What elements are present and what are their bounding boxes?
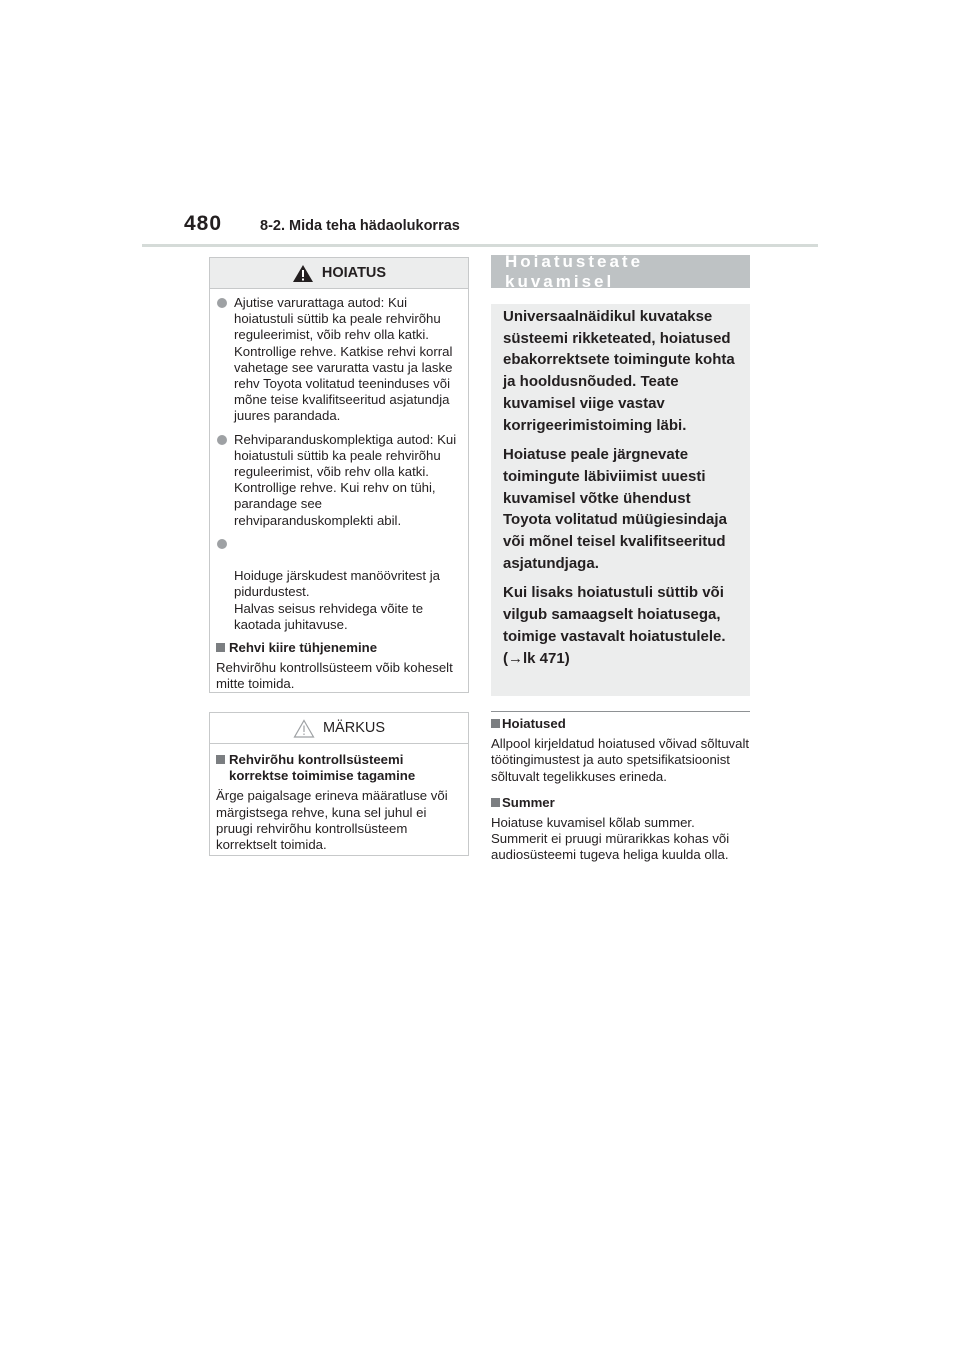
warning-triangle-icon — [292, 264, 314, 283]
caution-triangle-outline-icon — [293, 719, 315, 738]
warning-item — [216, 295, 462, 425]
notice-title: MÄRKUS — [322, 720, 386, 736]
warning-item-text: Ajutise varurattaga autod: Kui hoiatustuli süttib ka peale rehvirõhu reguleerimist, võib rehv olla katki. Kontrollige rehve. Katkise rehvi korral vahetage see varuratta vastu ja laske rehv Toyota volitatud teeninduses või mõne teise kvalifitseeritud asjatundja juures parandada. — [234, 295, 453, 424]
notes — [491, 716, 750, 874]
summary-box — [491, 304, 750, 696]
note-heading — [491, 716, 750, 732]
bullet-dot-icon — [217, 298, 227, 308]
topic-title-bar: Hoiatusteate kuvamisel — [491, 255, 750, 288]
warning-body — [210, 289, 468, 693]
notice-box-title — [210, 713, 468, 744]
square-bullet-icon — [216, 643, 225, 652]
notice-subheading-text: Rehvirõhu kontrollsüsteemi korrektse toimimise tagamine — [229, 752, 416, 784]
notice-body — [210, 744, 468, 853]
notice-box — [209, 712, 469, 856]
bullet-dot-icon — [217, 539, 227, 549]
note-heading-text: Summer — [502, 794, 555, 810]
bullet-dot-icon — [217, 435, 227, 445]
note-text: Allpool kirjeldatud hoiatused võivad sõltuvalt töötingimustest ja auto spetsifikatsioonist sõltuvalt tegelikkuses erineda. — [491, 736, 750, 784]
summary-paragraph: Hoiatuse peale järgnevate toimingute läbiviimist uuesti kuvamisel võtke ühendust Toyota volitatud müügiesindaja või mõnel teisel kvalifitseeritud asjatundjaga. — [503, 446, 727, 572]
warning-subheading — [216, 640, 462, 656]
page-number: 480 — [184, 212, 223, 235]
notice-paragraph: Ärge paigalsage erineva määratluse või märgistsega rehve, kuna sel juhul ei pruugi rehvirõhu kontrollsüsteem korrektselt toimida. — [216, 788, 448, 853]
square-bullet-icon — [216, 755, 225, 764]
note-heading — [491, 795, 750, 811]
summary-paragraph: Universaalnäidikul kuvatakse süsteemi rikketeated, hoiatused ebakorrektsete toimingute kohta ja hooldusnõuded. Teate kuvamisel viige vastav korrigeerimistoiming läbi. — [503, 308, 735, 434]
header-rule — [142, 244, 818, 247]
square-bullet-icon — [491, 719, 500, 728]
notes-rule — [491, 711, 750, 712]
warning-paragraph: Rehvirõhu kontrollsüsteem võib koheselt mitte toimida. — [216, 660, 453, 692]
warning-subheading-text: Rehvi kiire tühjenemine — [229, 640, 378, 656]
warning-item — [216, 536, 462, 633]
warning-item-text: Rehviparanduskomplektiga autod: Kui hoiatustuli süttib ka peale rehvirõhu reguleerimist, võib rehv olla katki. Kontrollige rehve. Kui rehv on tühi, parandage see rehviparanduskomplekti abil. — [234, 431, 457, 528]
warning-item-text: Hoiduge järskudest manöövritest ja pidurdustest. Halvas seisus rehvidega võite te kaotada juhitavuse. — [234, 568, 440, 632]
notice-subheading — [216, 752, 462, 784]
square-bullet-icon — [491, 798, 500, 807]
warning-title: HOIATUS — [321, 265, 387, 281]
warning-box-title — [210, 258, 468, 289]
section-title: 8-2. Mida teha hädaolukorras — [260, 218, 460, 234]
warning-item — [216, 432, 462, 529]
warning-box — [209, 257, 469, 693]
summary-paragraph: Kui lisaks hoiatustuli süttib või vilgub samaagselt hoiatusega, toimige vastavalt hoiatustulele. (→lk 471) — [503, 584, 726, 667]
note-heading-text: Hoiatused — [502, 716, 566, 731]
note-text: Hoiatuse kuvamisel kõlab summer. Summerit ei pruugi mürarikkas kohas või audiosüsteemi tugeva heliga kuulda olla. — [491, 815, 730, 863]
